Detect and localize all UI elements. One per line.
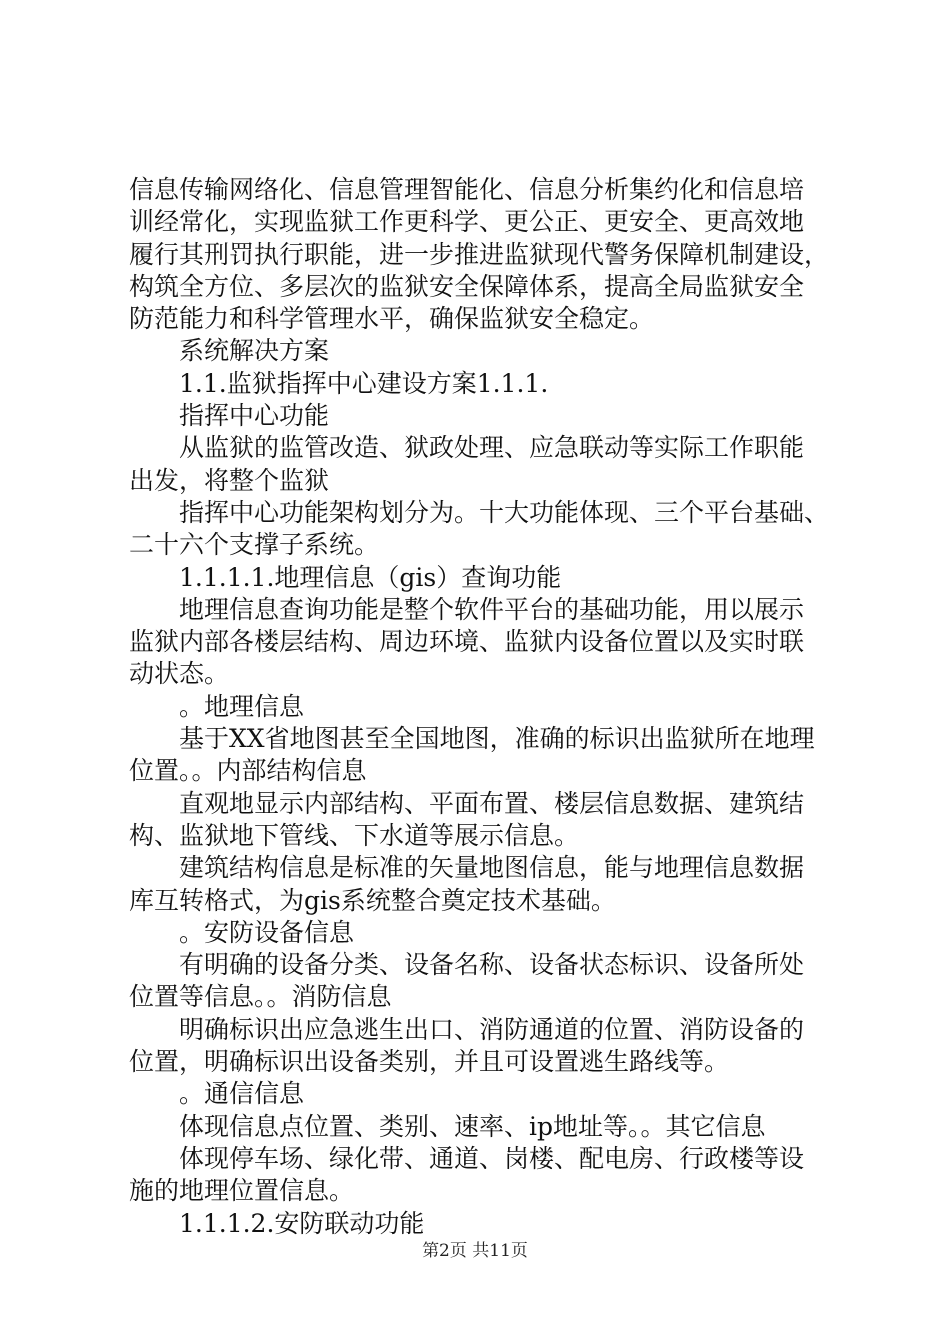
page-number-label: 第2页 共11页: [422, 1241, 528, 1261]
body-line: 从监狱的监管改造、狱政处理、应急联动等实际工作职能: [179, 433, 805, 463]
body-line: 动状态。: [129, 659, 230, 689]
section-heading: 1.1.1.1.地理信息（gis）查询功能: [179, 562, 562, 592]
body-line: 二十六个支撑子系统。: [129, 530, 380, 560]
body-line: 防范能力和科学管理水平，确保监狱安全稳定。: [129, 304, 655, 334]
body-line: 信息传输网络化、信息管理智能化、信息分析集约化和信息培: [129, 175, 805, 204]
body-line: 直观地显示内部结构、平面布置、楼层信息数据、建筑结: [179, 788, 805, 818]
body-line: 库互转格式，为gis系统整合奠定技术基础。: [129, 885, 616, 915]
body-line: 训经常化，实现监狱工作更科学、更公正、更安全、更高效地: [129, 207, 805, 237]
page-footer: [0, 1240, 950, 1262]
body-line: 构筑全方位、多层次的监狱安全保障体系，提高全局监狱安全: [129, 271, 805, 301]
body-line: 建筑结构信息是标准的矢量地图信息，能与地理信息数据: [179, 853, 805, 883]
section-heading: 1.1.监狱指挥中心建设方案1.1.1.: [179, 368, 549, 398]
body-line: 构、监狱地下管线、下水道等展示信息。: [129, 820, 580, 850]
body-line: 地理信息查询功能是整个软件平台的基础功能，用以展示: [179, 594, 805, 624]
section-heading: 系统解决方案: [179, 336, 330, 366]
document-body: [129, 174, 849, 1240]
section-heading: 1.1.1.2.安防联动功能: [179, 1208, 425, 1238]
body-line: 体现停车场、绿化带、通道、岗楼、配电房、行政楼等设: [179, 1143, 805, 1173]
section-heading: 指挥中心功能: [179, 401, 330, 431]
body-line: 出发，将整个监狱: [129, 465, 330, 495]
subsection-heading: 。安防设备信息: [179, 917, 355, 947]
body-line: 明确标识出应急逃生出口、消防通道的位置、消防设备的: [179, 1014, 805, 1044]
body-line: 基于XX省地图甚至全国地图，准确的标识出监狱所在地理: [179, 724, 815, 754]
body-line: 位置，明确标识出设备类别，并且可设置逃生路线等。: [129, 1047, 730, 1077]
body-line: 指挥中心功能架构划分为。十大功能体现、三个平台基础、: [179, 497, 830, 527]
subsection-heading: 。地理信息: [179, 691, 305, 721]
body-line: 施的地理位置信息。: [129, 1176, 355, 1206]
body-line: 监狱内部各楼层结构、周边环境、监狱内设备位置以及实时联: [129, 627, 805, 657]
body-line: 体现信息点位置、类别、速率、ip地址等。。其它信息: [179, 1111, 766, 1141]
subsection-heading: 。通信信息: [179, 1079, 305, 1109]
body-line: 有明确的设备分类、设备名称、设备状态标识、设备所处: [179, 950, 805, 980]
body-line: 位置等信息。。消防信息: [129, 982, 392, 1012]
body-line: 履行其刑罚执行职能，进一步推进监狱现代警务保障机制建设，: [129, 239, 830, 269]
body-line: 位置。。内部结构信息: [129, 756, 367, 786]
